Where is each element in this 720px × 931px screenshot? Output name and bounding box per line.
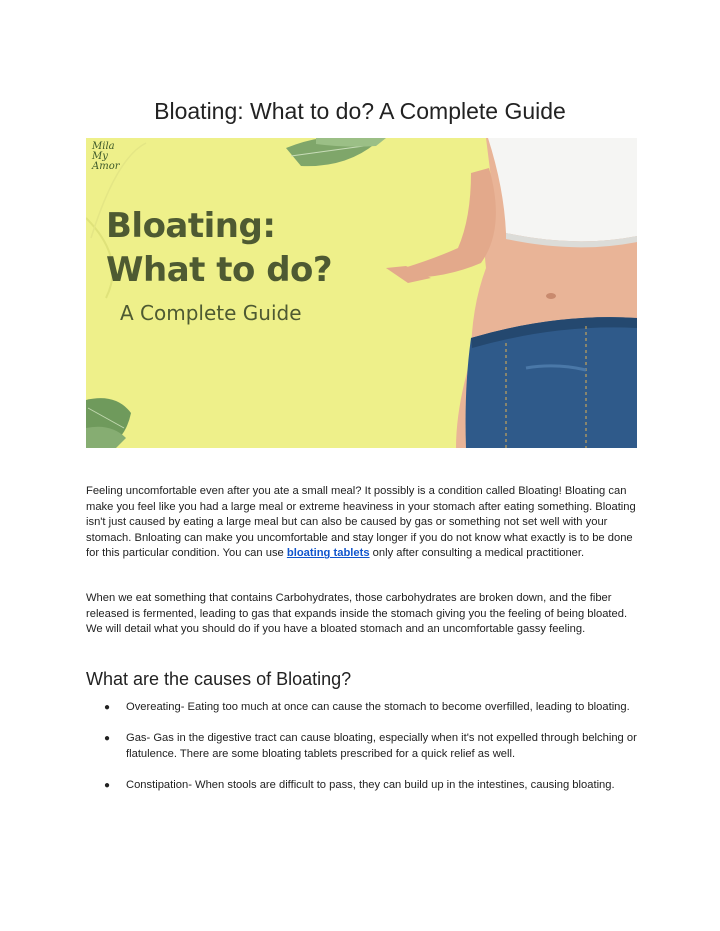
- hero-subheading: A Complete Guide: [120, 301, 302, 325]
- cause-text: Overeating- Eating too much at once can cause the stomach to become overfilled, leading to bloating.: [126, 701, 630, 713]
- list-item: [86, 731, 638, 762]
- brand-logo: Mila My Amor: [92, 141, 120, 172]
- list-item: [86, 778, 638, 794]
- intro-text-start: Feeling uncomfortable even after you ate a small meal? It possibly is a condition called Bloating! Bloating can make you feel like you had a large meal or extreme heaviness in your stomach after eating something. Bloating isn't just caused by eating a large meal but can also be caused by gas or something not set well with your stomach. Bnloating can make you uncomfortable and stay longer if you do not know what exactly is to be done for this particular condition. You can use: [86, 485, 636, 560]
- causes-list: [86, 700, 638, 809]
- bullet-icon: ●: [104, 702, 111, 713]
- hero-heading-line1: Bloating:: [106, 206, 276, 246]
- page-title: Bloating: What to do? A Complete Guide: [154, 98, 566, 124]
- hero-heading: [106, 204, 332, 292]
- hero-heading-line2: What to do?: [106, 250, 333, 290]
- cause-text: Constipation- When stools are difficult to pass, they can build up in the intestines, causing bloating.: [126, 778, 615, 791]
- hero-illustration: [86, 138, 637, 448]
- intro-paragraph: [86, 484, 638, 562]
- bullet-icon: ●: [104, 733, 111, 745]
- cause-text: Gas- Gas in the digestive tract can cause bloating, especially when it's not expelled through belching or flatulence. There are some bloating tablets prescribed for a quick relief as well.: [126, 732, 637, 760]
- bullet-icon: ●: [104, 779, 111, 791]
- intro-text-end: only after consulting a medical practitioner.: [369, 547, 585, 560]
- hero-image: [86, 138, 637, 448]
- carbohydrates-paragraph: When we eat something that contains Carbohydrates, those carbohydrates are broken down, and the fiber released is fermented, leading to gas that expands inside the stomach giving you the feeling of being bloated. We will detail what you should do if you have a bloated stomach and an uncomfortable gassy feeling.: [86, 592, 628, 636]
- bloating-tablets-link[interactable]: bloating tablets: [286, 547, 370, 560]
- list-item: [86, 700, 638, 716]
- causes-heading: What are the causes of Bloating?: [86, 669, 352, 689]
